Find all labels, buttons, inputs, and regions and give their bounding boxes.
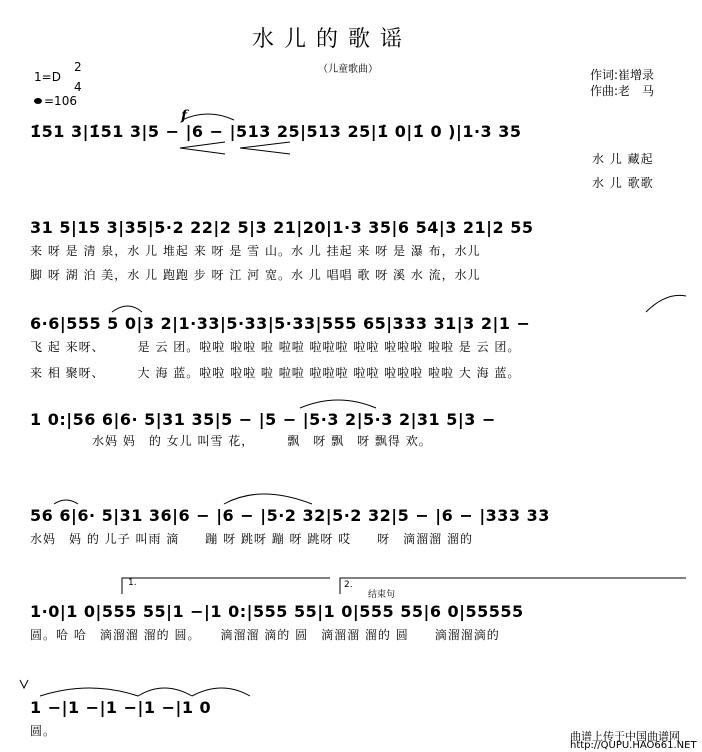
lyrics-line-2-verse-1: 来 呀 是 清 泉，水 儿 堆起 来 呀 是 雪 山。水 儿 挂起 来 呀 是 瀑 布，水儿 — [30, 244, 481, 258]
lyrics-line-3-verse-1: 飞 起 来呀、 是 云 团。啦啦 啦啦 啦 啦啦 啦啦啦 啦啦 啦啦啦 啦啦 是 云 团。 — [30, 340, 521, 354]
lyrics-line-1-verse-1: 水 儿 藏起 — [592, 152, 654, 166]
ending-phrase-label: 结束句 — [368, 590, 396, 600]
notation-line-4: 1 0:|56 6|6· 5|31 35|5 − |5 − |5·3 2|5·3 2|31 5|3 − — [30, 410, 496, 429]
lyricist-credit: 作词:崔增录 — [590, 68, 655, 82]
crescendo-hairpin — [240, 142, 290, 154]
lyrics-line-2-verse-2: 脚 呀 湖 泊 美，水 儿 跑跑 步 呀 江 河 宽。水 儿 唱唱 歌 呀 溪 水 流，水儿 — [30, 268, 481, 282]
lyrics-line-3-verse-2: 来 相 聚呀、 大 海 蓝。啦啦 啦啦 啦 啦啦 啦啦啦 啦啦 啦啦啦 啦啦 大 海 蓝。 — [30, 366, 521, 380]
breath-mark — [20, 680, 28, 688]
lyrics-line-4: 水妈 妈 的 女儿 叫雪 花， 飘 呀 飘 呀 飘得 欢。 — [92, 434, 432, 448]
tempo-marking: =106 — [44, 94, 77, 108]
lyrics-line-7: 圆。 — [30, 724, 57, 738]
subtitle: （儿童歌曲） — [318, 64, 378, 75]
slur — [224, 494, 312, 504]
time-signature-bottom: 4 — [74, 80, 82, 94]
composer-credit: 作曲:老 马 — [590, 84, 655, 98]
lyrics-line-6: 圆。哈 哈 滴溜溜 溜的 圆。 滴溜溜 滴的 圆 滴溜溜 溜的 圆 滴溜溜滴的 — [30, 628, 500, 642]
volta-bracket — [340, 578, 686, 594]
notation-line-6: 1·0|1 0|555 55|1 −|1 0:|555 55|1 0|555 55|6 0|55555 — [30, 602, 524, 621]
notation-line-1: 1̇51 3|1̇51 3|5 − |6 − |513 25|513 25|1̇ 0|1̇ 0 )|1·3 35 — [30, 122, 522, 141]
slur — [646, 295, 686, 312]
time-signature-top: 2 — [74, 60, 82, 74]
volta-bracket — [122, 578, 330, 594]
lyrics-line-1-verse-2: 水 儿 歌歌 — [592, 176, 654, 190]
lyrics-line-5: 水妈 妈 的 儿子 叫雨 滴 蹦 呀 跳呀 蹦 呀 跳呀 哎 呀 滴溜溜 溜的 — [30, 532, 473, 546]
slur — [192, 688, 250, 696]
slur — [40, 688, 138, 696]
footer-url: http://QUPU.HAO661.NET — [570, 740, 697, 751]
crescendo-hairpin — [180, 142, 225, 154]
notation-line-5: 56 6|6· 5|31 36|6 − |6 − |5·2 32|5·2 32|5 − |6 − |333 33 — [30, 506, 550, 525]
notation-line-2: 31 5|15 3|35|5·2 22|2 5|3 21|20|1·3 35|6 54|3 21|2 55 — [30, 218, 534, 237]
footer-source: 曲谱上传于中国曲谱网 — [570, 730, 680, 743]
slur — [300, 400, 376, 408]
notation-line-7: 1 −|1 −|1 −|1 −|1 0 — [30, 698, 212, 717]
volta-second-ending: 2. — [344, 580, 353, 590]
volta-first-ending: 1. — [128, 578, 137, 588]
slur — [138, 688, 192, 696]
key-signature: 1=D — [34, 70, 61, 84]
page-title: 水儿的歌谣 — [252, 27, 413, 52]
notation-line-3: 6·6|555 5 0|3 2|1·33|5·33|5·33|555 65|333 31|3 2|1 − — [30, 314, 531, 333]
slur — [112, 306, 142, 312]
dynamic-marking: f — [181, 108, 188, 124]
slur — [182, 114, 234, 120]
slur — [54, 500, 78, 504]
